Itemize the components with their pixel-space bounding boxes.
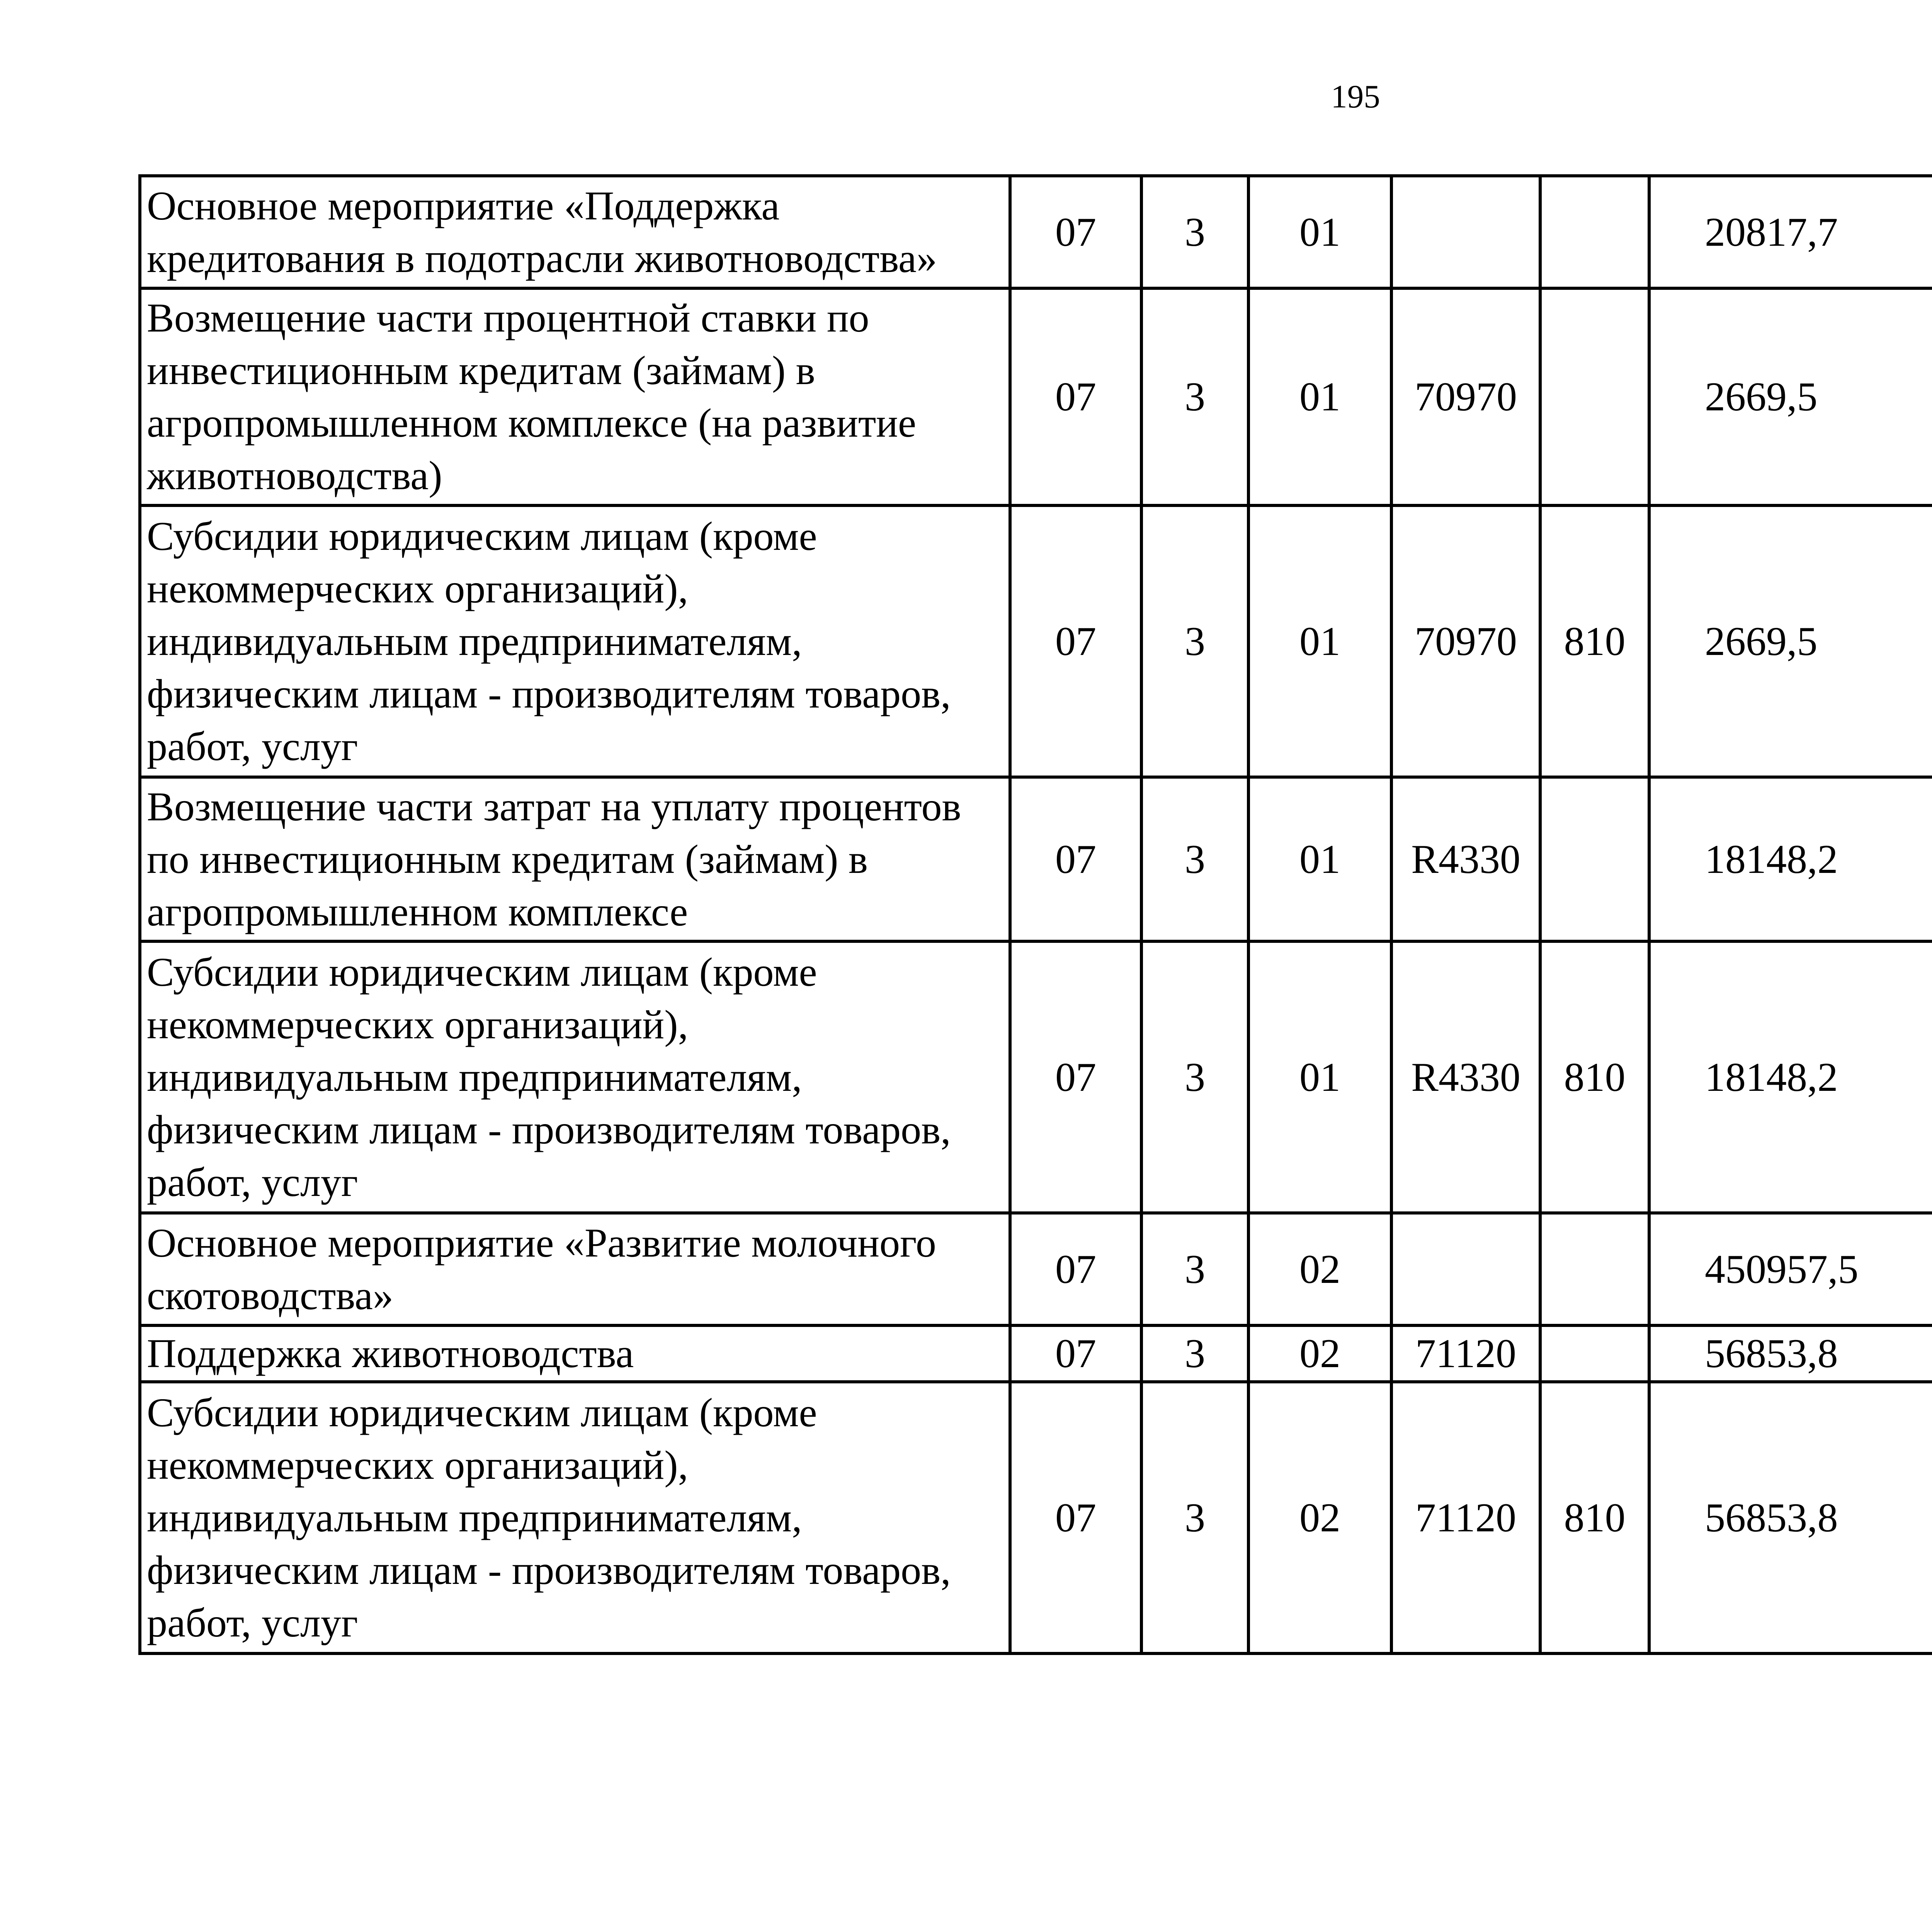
amount-1: 450957,5 <box>1649 1213 1932 1325</box>
budget-table <box>138 174 1932 1655</box>
table-row <box>140 288 1932 505</box>
row-name: Основное мероприятие «Развитие молочного скотоводства» <box>140 1213 1010 1325</box>
expense-type-code: 810 <box>1540 505 1649 777</box>
row-name: Субсидии юридическим лицам (кроме некоммерческих организаций), индивидуальным предпринимателям, физическим лицам - производителям товаров, работ, услуг <box>140 505 1010 777</box>
program-code: 3 <box>1141 1213 1248 1325</box>
expense-type-code: 810 <box>1540 941 1649 1213</box>
row-name: Субсидии юридическим лицам (кроме некоммерческих организаций), индивидуальным предпринимателям, физическим лицам - производителям товаров, работ, услуг <box>140 941 1010 1213</box>
target-code: 70970 <box>1391 505 1540 777</box>
program-code: 3 <box>1141 176 1248 288</box>
table-row <box>140 1325 1932 1382</box>
amount-1: 2669,5 <box>1649 288 1932 505</box>
target-code: R4330 <box>1391 941 1540 1213</box>
subprogram-code: 02 <box>1248 1213 1391 1325</box>
expense-type-code <box>1540 1325 1649 1382</box>
table-row <box>140 1213 1932 1325</box>
subprogram-code: 01 <box>1248 777 1391 941</box>
subprogram-code: 02 <box>1248 1382 1391 1653</box>
target-code: 70970 <box>1391 288 1540 505</box>
subprogram-code: 01 <box>1248 505 1391 777</box>
target-code <box>1391 1213 1540 1325</box>
ministry-code: 07 <box>1010 941 1141 1213</box>
ministry-code: 07 <box>1010 1382 1141 1653</box>
subprogram-code: 01 <box>1248 941 1391 1213</box>
target-code: 71120 <box>1391 1325 1540 1382</box>
ministry-code: 07 <box>1010 505 1141 777</box>
row-name: Возмещение части процентной ставки по инвестиционным кредитам (займам) в агропромышленном комплексе (на развитие животноводства) <box>140 288 1010 505</box>
ministry-code: 07 <box>1010 176 1141 288</box>
amount-1: 56853,8 <box>1649 1325 1932 1382</box>
row-name: Возмещение части затрат на уплату процентов по инвестиционным кредитам (займам) в агропромышленном комплексе <box>140 777 1010 941</box>
ministry-code: 07 <box>1010 1325 1141 1382</box>
row-name: Основное мероприятие «Поддержка кредитования в подотрасли животноводства» <box>140 176 1010 288</box>
expense-type-code <box>1540 1213 1649 1325</box>
amount-1: 56853,8 <box>1649 1382 1932 1653</box>
amount-1: 18148,2 <box>1649 941 1932 1213</box>
budget-table-body <box>140 176 1932 1653</box>
table-row <box>140 1382 1932 1653</box>
subprogram-code: 01 <box>1248 288 1391 505</box>
amount-1: 2669,5 <box>1649 505 1932 777</box>
target-code: R4330 <box>1391 777 1540 941</box>
row-name: Субсидии юридическим лицам (кроме некоммерческих организаций), индивидуальным предпринимателям, физическим лицам - производителям товаров, работ, услуг <box>140 1382 1010 1653</box>
subprogram-code: 02 <box>1248 1325 1391 1382</box>
ministry-code: 07 <box>1010 1213 1141 1325</box>
program-code: 3 <box>1141 505 1248 777</box>
row-name: Поддержка животноводства <box>140 1325 1010 1382</box>
target-code <box>1391 176 1540 288</box>
subprogram-code: 01 <box>1248 176 1391 288</box>
table-row <box>140 505 1932 777</box>
table-row <box>140 941 1932 1213</box>
expense-type-code: 810 <box>1540 1382 1649 1653</box>
expense-type-code <box>1540 176 1649 288</box>
page-number: 195 <box>1331 78 1380 115</box>
table-row <box>140 176 1932 288</box>
amount-1: 20817,7 <box>1649 176 1932 288</box>
table-row <box>140 777 1932 941</box>
amount-1: 18148,2 <box>1649 777 1932 941</box>
ministry-code: 07 <box>1010 777 1141 941</box>
program-code: 3 <box>1141 1325 1248 1382</box>
ministry-code: 07 <box>1010 288 1141 505</box>
program-code: 3 <box>1141 288 1248 505</box>
expense-type-code <box>1540 288 1649 505</box>
program-code: 3 <box>1141 941 1248 1213</box>
expense-type-code <box>1540 777 1649 941</box>
program-code: 3 <box>1141 1382 1248 1653</box>
program-code: 3 <box>1141 777 1248 941</box>
target-code: 71120 <box>1391 1382 1540 1653</box>
